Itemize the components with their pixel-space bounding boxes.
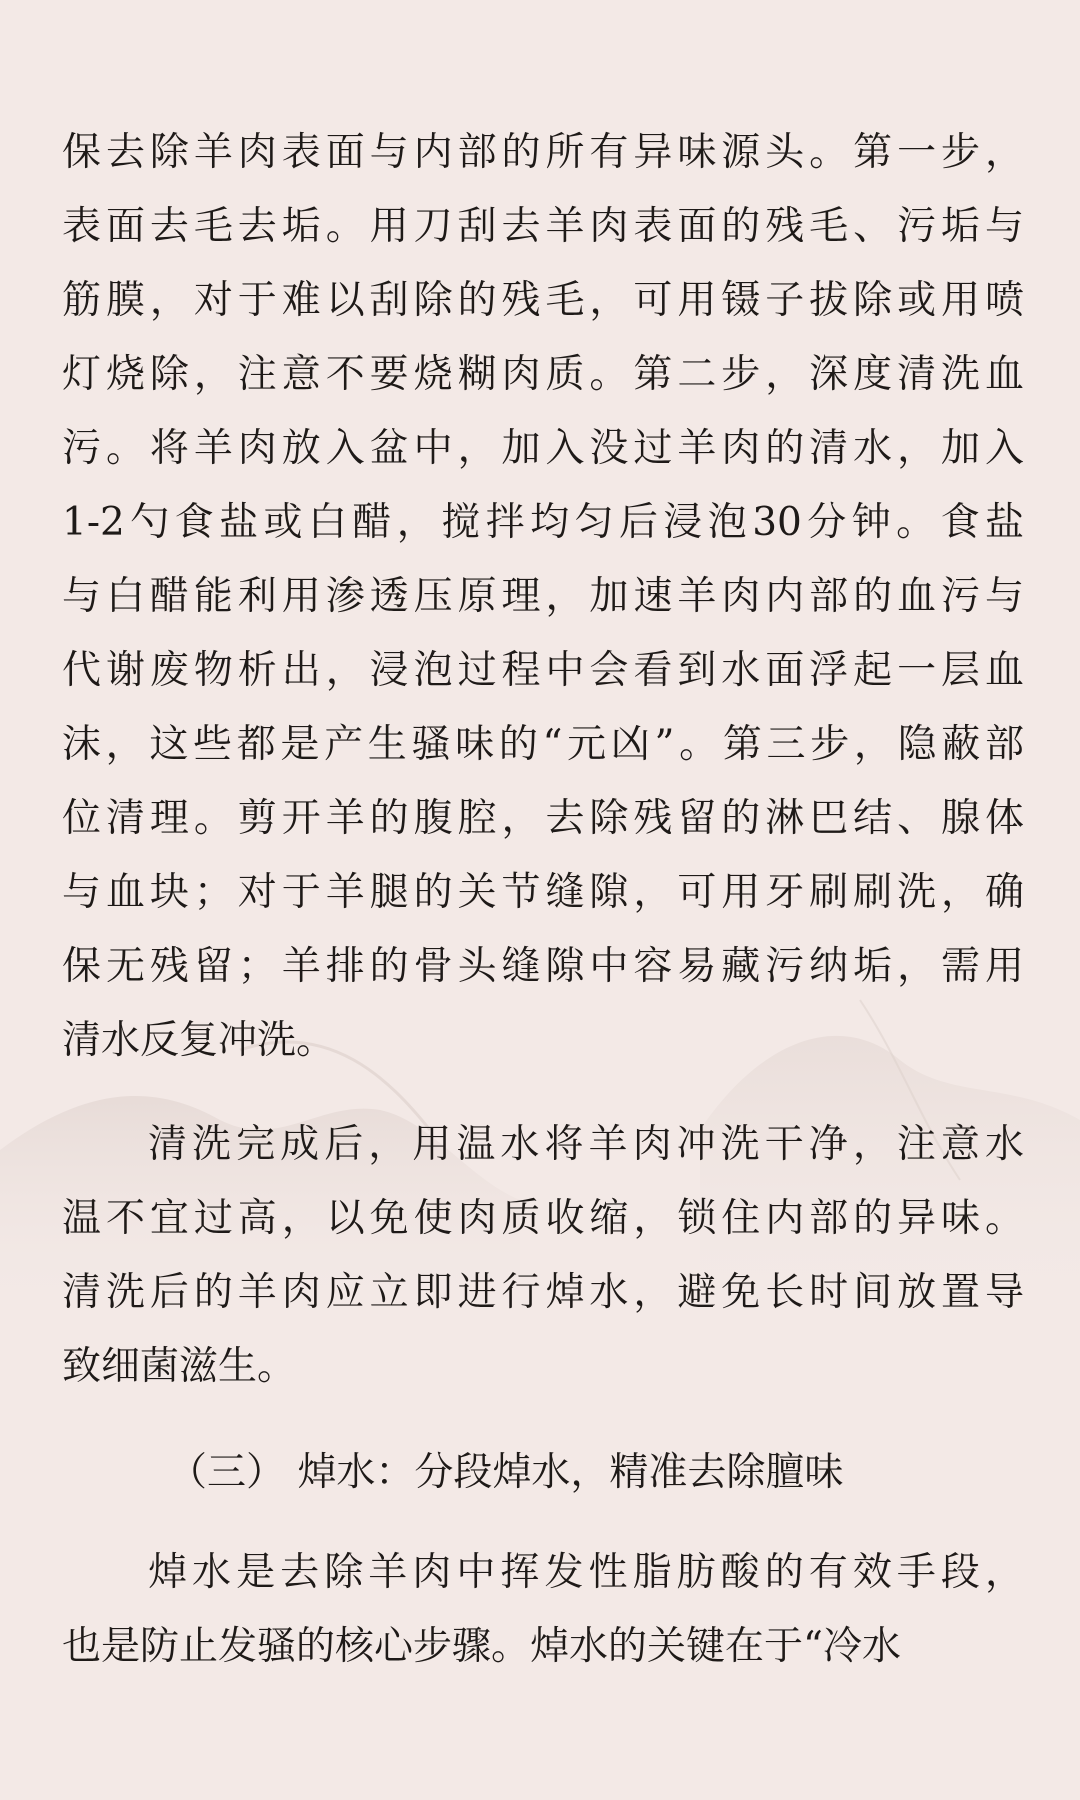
text-line: 位清理。剪开羊的腹腔，去除残留的淋巴结、腺体 (62, 796, 1024, 841)
text-line: 焯水是去除羊肉中挥发性脂肪酸的有效手段， (148, 1550, 1024, 1595)
text-line: 保去除羊肉表面与内部的所有异味源头。第一步， (62, 130, 1024, 175)
text-line: 污。将羊肉放入盆中，加入没过羊肉的清水，加入 (62, 426, 1024, 471)
paragraph-blanching-intro (62, 1536, 1024, 1684)
text-line: 与血块；对于羊腿的关节缝隙，可用牙刷刷洗，确 (62, 870, 1024, 915)
text-line: 沫，这些都是产生骚味的“元凶”。第三步，隐蔽部 (62, 722, 1024, 767)
text-line: 温不宜过高，以免使肉质收缩，锁住内部的异味。 (62, 1196, 1024, 1241)
text-line: 1-2勺食盐或白醋，搅拌均匀后浸泡30分钟。食盐 (62, 500, 1024, 545)
text-line: 与白醋能利用渗透压原理，加速羊肉内部的血污与 (62, 574, 1024, 619)
text-line: 清洗完成后，用温水将羊肉冲洗干净，注意水 (148, 1122, 1024, 1167)
text-line: 也是防止发骚的核心步骤。焯水的关键在于“冷水 (62, 1624, 901, 1669)
text-line: 筋膜，对于难以刮除的残毛，可用镊子拔除或用喷 (62, 278, 1024, 323)
text-line: 代谢废物析出，浸泡过程中会看到水面浮起一层血 (62, 648, 1024, 693)
text-line: 清洗后的羊肉应立即进行焯水，避免长时间放置导 (62, 1270, 1024, 1315)
section-heading-blanching: （三） 焯水：分段焯水，精准去除膻味 (168, 1450, 844, 1495)
paragraph-cleaning-steps (62, 116, 1024, 1078)
text-line: 保无残留；羊排的骨头缝隙中容易藏污纳垢，需用 (62, 944, 1024, 989)
text-line: 灯烧除，注意不要烧糊肉质。第二步，深度清洗血 (62, 352, 1024, 397)
text-line: 表面去毛去垢。用刀刮去羊肉表面的残毛、污垢与 (62, 204, 1024, 249)
text-line: 致细菌滋生。 (62, 1344, 297, 1389)
text-line: 清水反复冲洗。 (62, 1018, 336, 1063)
paragraph-after-cleaning (62, 1108, 1024, 1404)
